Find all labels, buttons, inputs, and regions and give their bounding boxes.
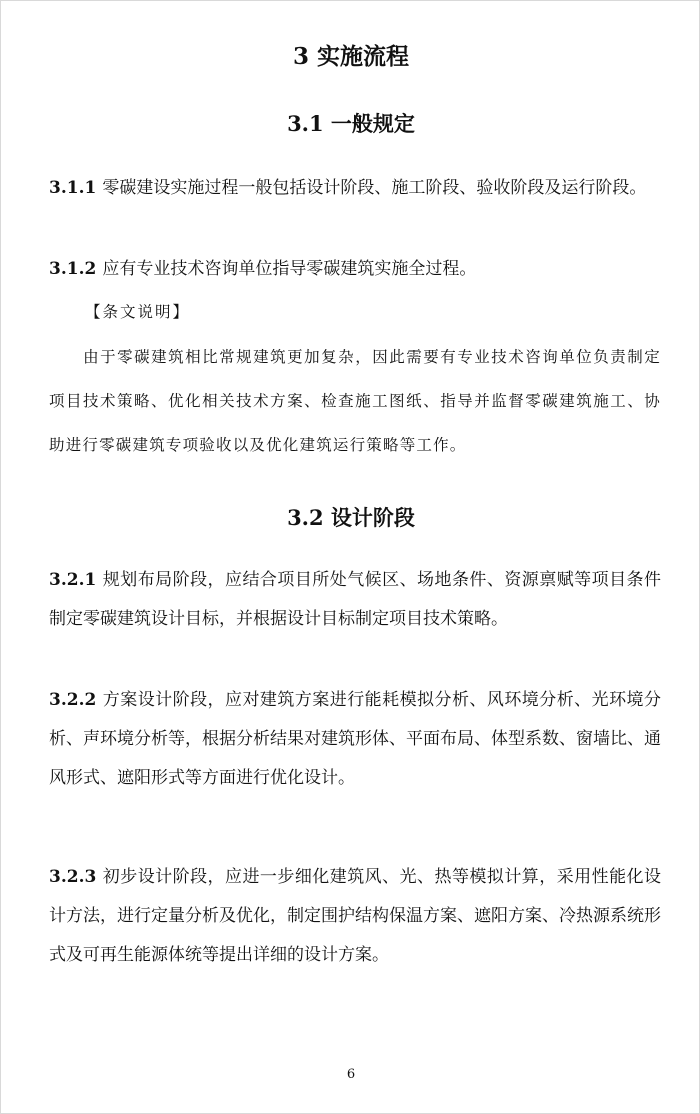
clause-text: 方案设计阶段，应对建筑方案进行能耗模拟分析、风环境分析、光环境分析、声环境分析等，根据分析结果对建筑形体、平面布局、体型系数、窗墙比、通风形式、遮阳形式等方面进行优化设计。 <box>49 690 661 788</box>
chapter-title: 3 实施流程 <box>292 43 409 70</box>
clause-3-1-1 <box>49 169 661 208</box>
clause-3-2-2 <box>49 681 661 798</box>
clause-number: 3.1.2 <box>49 259 97 279</box>
clause-text: 零碳建设实施过程一般包括设计阶段、施工阶段、验收阶段及运行阶段。 <box>102 178 647 198</box>
page-number: 6 <box>346 1067 356 1082</box>
clause-3-2-3 <box>49 858 661 975</box>
section-title-3-1: 3.1 一般规定 <box>287 111 415 136</box>
explanation-label: 【条文说明】 <box>85 303 191 321</box>
section-title-3-2: 3.2 设计阶段 <box>287 505 415 530</box>
clause-text: 应有专业技术咨询单位指导零碳建筑实施全过程。 <box>102 259 477 279</box>
explanation-text: 由于零碳建筑相比常规建筑更加复杂，因此需要有专业技术咨询单位负责制定项目技术策略、优化相关技术方案、检查施工图纸、指导并监督零碳建筑施工、协助进行零碳建筑专项验收以及优化建筑运行策略等工作。 <box>49 348 661 454</box>
clause-text: 初步设计阶段，应进一步细化建筑风、光、热等模拟计算，采用性能化设计方法，进行定量分析及优化，制定围护结构保温方案、遮阳方案、冷热源系统形式及可再生能源体统等提出详细的设计方案。 <box>49 867 661 965</box>
clause-number: 3.2.1 <box>49 570 97 590</box>
clause-text: 规划布局阶段，应结合项目所处气候区、场地条件、资源禀赋等项目条件制定零碳建筑设计目标，并根据设计目标制定项目技术策略。 <box>49 570 661 629</box>
clause-number: 3.2.2 <box>49 690 97 710</box>
clause-3-1-2 <box>49 250 661 289</box>
clause-number: 3.1.1 <box>49 178 97 198</box>
clause-3-2-1 <box>49 561 661 639</box>
clause-number: 3.2.3 <box>49 867 97 887</box>
